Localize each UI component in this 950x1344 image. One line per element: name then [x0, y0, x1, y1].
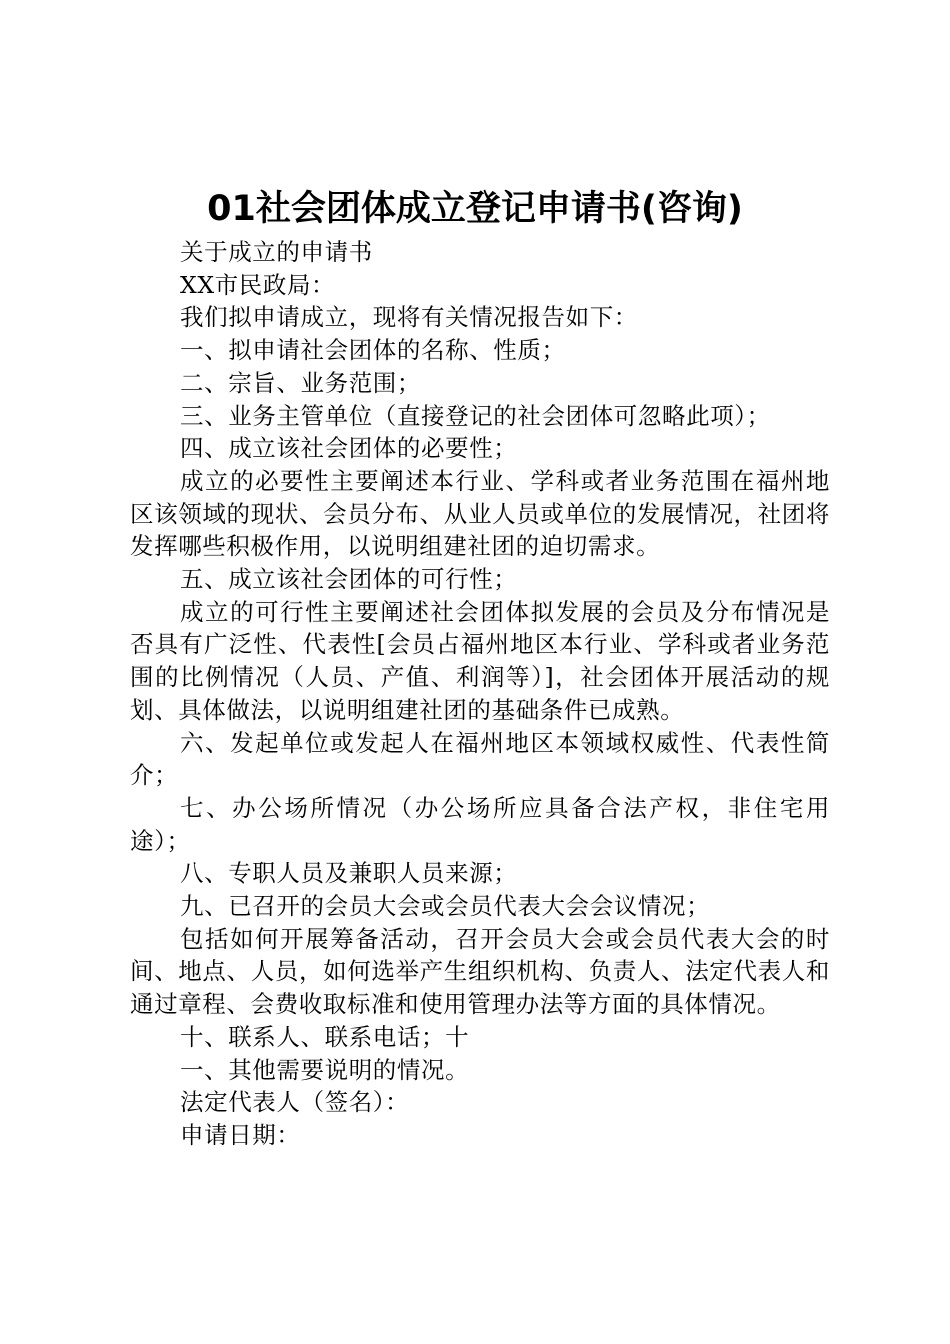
- paragraph-item-7: 七、办公场所情况（办公场所应具备合法产权，非住宅用途）；: [130, 793, 830, 855]
- paragraph-item-10: 十、联系人、联系电话；十: [180, 1022, 470, 1051]
- paragraph-item-2: 二、宗旨、业务范围；: [180, 368, 421, 397]
- paragraph-item-4-detail: 成立的必要性主要阐述本行业、学科或者业务范围在福州地区该领域的现状、会员分布、从业人员或单位的发展情况，社团将发挥哪些积极作用，以说明组建社团的迫切需求。: [130, 466, 830, 561]
- paragraph-item-9-detail: 包括如何开展筹备活动，召开会员大会或会员代表大会的时间、地点、人员，如何选举产生组织机构、负责人、法定代表人和通过章程、会费收取标准和使用管理办法等方面的具体情况。: [130, 924, 830, 1019]
- paragraph-application-heading: 关于成立的申请书: [180, 238, 373, 266]
- paragraph-item-11: 一、其他需要说明的情况。: [180, 1055, 470, 1084]
- paragraph-item-5: 五、成立该社会团体的可行性；: [180, 565, 518, 594]
- document-title: 01社会团体成立登记申请书(咨询): [207, 189, 743, 229]
- paragraph-item-1: 一、拟申请社会团体的名称、性质；: [180, 336, 566, 365]
- document-body: [130, 236, 830, 1152]
- paragraph-item-9: 九、已召开的会员大会或会员代表大会会议情况；: [180, 892, 711, 921]
- paragraph-addressee: XX市民政局：: [180, 270, 336, 299]
- paragraph-item-8: 八、专职人员及兼职人员来源；: [180, 859, 518, 888]
- paragraph-signature: 法定代表人（签名）：: [180, 1088, 410, 1117]
- paragraph-item-5-detail: 成立的可行性主要阐述社会团体拟发展的会员及分布情况是否具有广泛性、代表性[会员占福州地区本行业、学科或者业务范围的比例情况（人员、产值、利润等）]，社会团体开展活动的规划、具体做法，以说明组建社团的基础条件已成熟。: [130, 597, 830, 724]
- paragraph-date: 申请日期：: [180, 1120, 301, 1149]
- paragraph-item-3: 三、业务主管单位（直接登记的社会团体可忽略此项）；: [180, 401, 771, 430]
- paragraph-intro: 我们拟申请成立，现将有关情况报告如下：: [180, 303, 638, 332]
- paragraph-item-4: 四、成立该社会团体的必要性；: [180, 434, 518, 463]
- paragraph-item-6: 六、发起单位或发起人在福州地区本领域权威性、代表性简介；: [130, 728, 830, 790]
